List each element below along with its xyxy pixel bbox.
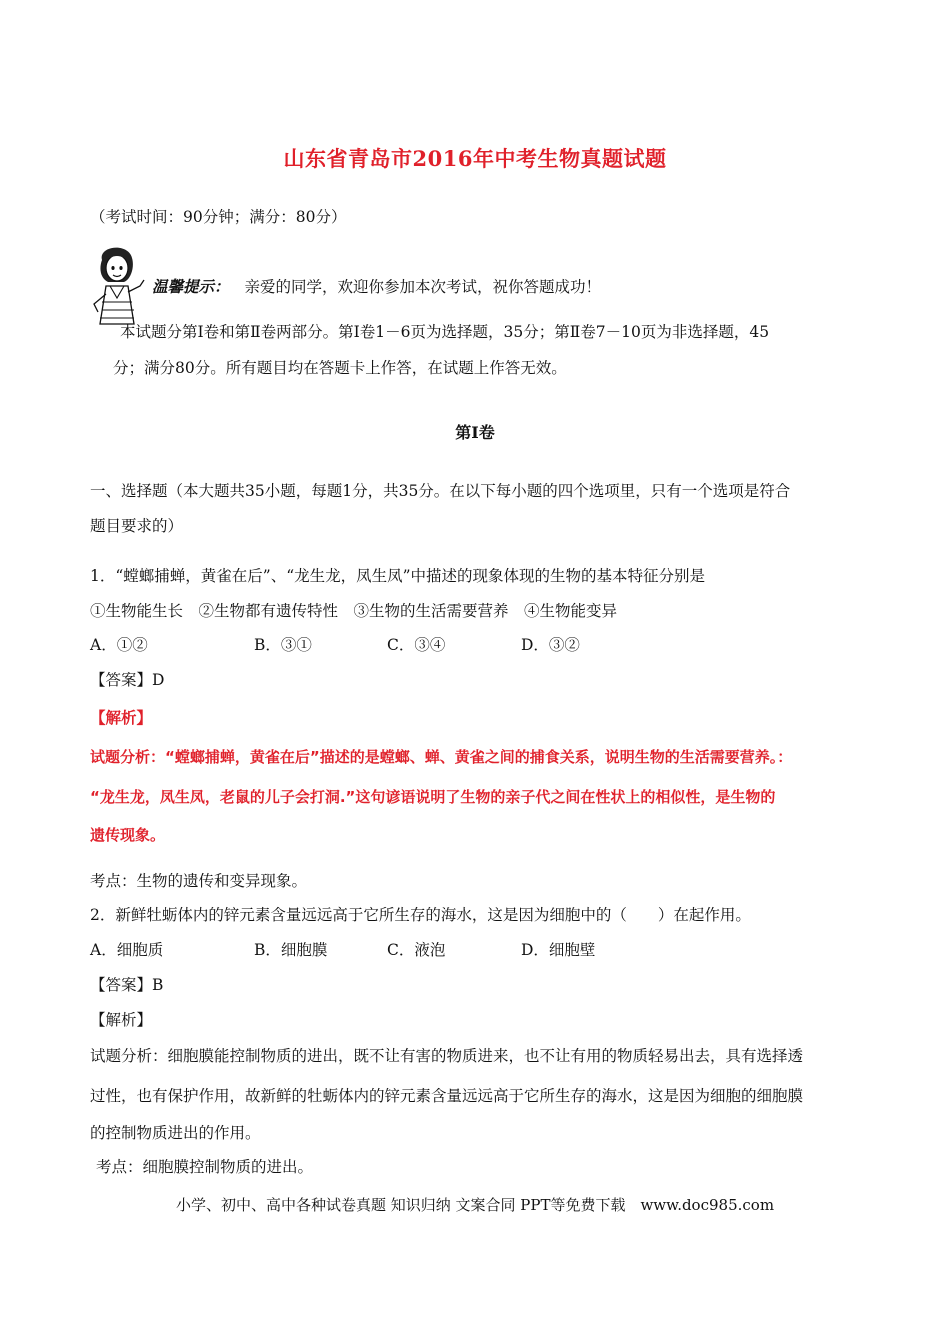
q2-analysis-line-1: 试题分析：细胞膜能控制物质的进出，既不让有害的物质进来，也不让有用的物质轻易出去，具有选择透: [90, 1047, 804, 1065]
section-title: 第Ⅰ卷: [455, 423, 495, 442]
document-title: 山东省青岛市2016年中考生物真题试题: [283, 146, 667, 171]
q1-statements: ①生物能生长 ②生物都有遗传特性 ③生物的生活需要营养 ④生物能变异: [90, 602, 618, 620]
q1-point: 考点：生物的遗传和变异现象。: [90, 872, 308, 890]
q1-analysis-label: 【解析】: [90, 708, 153, 727]
q2-answer: 【答案】B: [90, 976, 164, 994]
intro-line-1: 本试题分第Ⅰ卷和第Ⅱ卷两部分。第Ⅰ卷1－6页为选择题，35分；第Ⅱ卷7－10页为非选择题，45: [120, 323, 770, 341]
tip-text: 亲爱的同学，欢迎你参加本次考试，祝你答题成功！: [244, 278, 601, 296]
tip-line: [152, 276, 601, 298]
q1-option-c: C．③④: [387, 636, 446, 654]
q2-point: 考点：细胞膜控制物质的进出。: [96, 1158, 314, 1176]
tip-label: 温馨提示：: [152, 277, 230, 296]
q1-answer: 【答案】D: [90, 671, 165, 689]
q1-analysis-line-3: 遗传现象。: [90, 826, 166, 844]
q2-option-c: C．液泡: [387, 941, 446, 959]
q2-option-b: B．细胞膜: [254, 941, 328, 959]
exam-info: （考试时间：90分钟；满分：80分）: [90, 208, 347, 226]
student-cartoon-illustration: [88, 242, 150, 332]
q2-option-a: A．细胞质: [90, 941, 164, 959]
q1-option-d: D．③②: [521, 636, 580, 654]
part1-heading-line-1: 一、选择题（本大题共35小题，每题1分，共35分。在以下每小题的四个选项里，只有一个选项是符合: [90, 482, 791, 500]
q2-option-d: D．细胞壁: [521, 941, 596, 959]
page-footer: 小学、初中、高中各种试卷真题 知识归纳 文案合同 PPT等免费下载 www.doc985.com: [175, 1196, 775, 1214]
q2-analysis-line-3: 的控制物质进出的作用。: [90, 1124, 261, 1142]
q2-analysis-line-2: 过性，也有保护作用，故新鲜的牡蛎体内的锌元素含量远远高于它所生存的海水，这是因为细胞的细胞膜: [90, 1087, 804, 1105]
q2-stem: 2．新鲜牡蛎体内的锌元素含量远远高于它所生存的海水，这是因为细胞中的（ ）在起作用。: [90, 906, 751, 924]
q1-stem: 1．“螳螂捕蝉，黄雀在后”、“龙生龙，凤生凤”中描述的现象体现的生物的基本特征分别是: [90, 567, 706, 585]
q1-option-a: A．①②: [90, 636, 148, 654]
q1-option-b: B．③①: [254, 636, 312, 654]
q1-analysis-line-1: 试题分析：“螳螂捕蝉，黄雀在后”描述的是螳螂、蝉、黄雀之间的捕食关系，说明生物的生活需要营养。：: [90, 748, 793, 766]
q1-analysis-line-2: “龙生龙，凤生凤，老鼠的儿子会打洞.”这句谚语说明了生物的亲子代之间在性状上的相似性，是生物的: [90, 788, 776, 806]
intro-line-2: 分；满分80分。所有题目均在答题卡上作答，在试题上作答无效。: [113, 359, 567, 377]
q2-analysis-label: 【解析】: [90, 1011, 153, 1029]
part1-heading-line-2: 题目要求的）: [90, 517, 184, 535]
